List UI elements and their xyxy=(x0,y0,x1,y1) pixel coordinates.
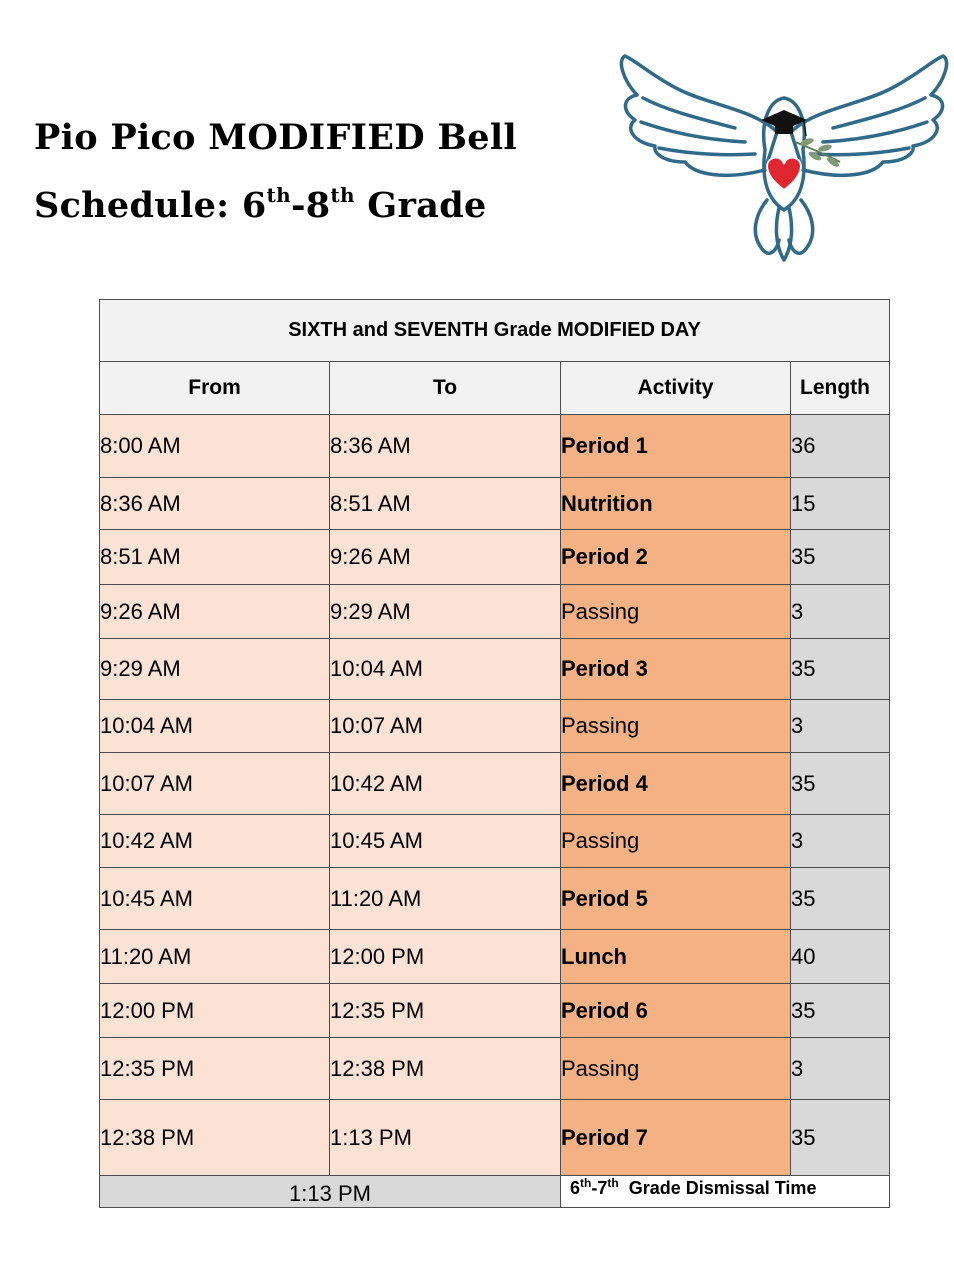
length-cell: 3 xyxy=(791,815,890,868)
to-time-cell: 10:04 AM xyxy=(330,639,561,700)
activity-cell: Passing xyxy=(561,1038,791,1100)
from-time-cell: 10:04 AM xyxy=(100,700,330,753)
table-row xyxy=(100,639,890,700)
to-time-cell: 10:07 AM xyxy=(330,700,561,753)
from-time-cell: 8:51 AM xyxy=(100,530,330,585)
to-time-cell: 11:20 AM xyxy=(330,868,561,930)
dismissal-row xyxy=(100,1176,890,1208)
column-header-length: Length xyxy=(791,362,890,415)
length-cell: 35 xyxy=(791,1100,890,1176)
activity-cell: Lunch xyxy=(561,930,791,984)
from-time-cell: 8:36 AM xyxy=(100,478,330,530)
to-time-cell: 9:29 AM xyxy=(330,585,561,639)
length-cell: 15 xyxy=(791,478,890,530)
page-title xyxy=(34,104,517,240)
table-row xyxy=(100,1100,890,1176)
schedule-table xyxy=(99,299,890,1208)
dove-graduation-cap-heart-icon xyxy=(615,50,953,265)
table-row xyxy=(100,815,890,868)
column-header-from: From xyxy=(100,362,330,415)
length-cell: 3 xyxy=(791,700,890,753)
from-time-cell: 9:29 AM xyxy=(100,639,330,700)
table-row xyxy=(100,984,890,1038)
to-time-cell: 8:36 AM xyxy=(330,415,561,478)
table-row xyxy=(100,868,890,930)
from-time-cell: 10:42 AM xyxy=(100,815,330,868)
to-time-cell: 9:26 AM xyxy=(330,530,561,585)
length-cell: 3 xyxy=(791,1038,890,1100)
activity-cell: Period 6 xyxy=(561,984,791,1038)
to-time-cell: 8:51 AM xyxy=(330,478,561,530)
length-cell: 35 xyxy=(791,639,890,700)
column-header-activity: Activity xyxy=(561,362,791,415)
to-time-cell: 10:45 AM xyxy=(330,815,561,868)
activity-cell: Period 5 xyxy=(561,868,791,930)
from-time-cell: 12:00 PM xyxy=(100,984,330,1038)
length-cell: 35 xyxy=(791,868,890,930)
title-line-2: Schedule: 6th-8th Grade xyxy=(34,183,487,226)
activity-cell: Passing xyxy=(561,585,791,639)
from-time-cell: 12:38 PM xyxy=(100,1100,330,1176)
table-row xyxy=(100,700,890,753)
activity-cell: Passing xyxy=(561,815,791,868)
dismissal-time: 1:13 PM xyxy=(100,1176,561,1208)
table-header-row xyxy=(100,362,890,415)
table-row xyxy=(100,1038,890,1100)
activity-cell: Period 7 xyxy=(561,1100,791,1176)
from-time-cell: 9:26 AM xyxy=(100,585,330,639)
from-time-cell: 11:20 AM xyxy=(100,930,330,984)
to-time-cell: 1:13 PM xyxy=(330,1100,561,1176)
activity-cell: Period 3 xyxy=(561,639,791,700)
table-row xyxy=(100,930,890,984)
dismissal-label: 6th-7th Grade Dismissal Time xyxy=(561,1176,890,1208)
activity-cell: Period 1 xyxy=(561,415,791,478)
activity-cell: Passing xyxy=(561,700,791,753)
schedule-caption: SIXTH and SEVENTH Grade MODIFIED DAY xyxy=(100,300,890,362)
length-cell: 35 xyxy=(791,530,890,585)
table-row xyxy=(100,530,890,585)
table-row xyxy=(100,415,890,478)
column-header-to: To xyxy=(330,362,561,415)
activity-cell: Period 4 xyxy=(561,753,791,815)
to-time-cell: 12:35 PM xyxy=(330,984,561,1038)
to-time-cell: 10:42 AM xyxy=(330,753,561,815)
activity-cell: Nutrition xyxy=(561,478,791,530)
from-time-cell: 10:07 AM xyxy=(100,753,330,815)
table-row xyxy=(100,753,890,815)
activity-cell: Period 2 xyxy=(561,530,791,585)
length-cell: 35 xyxy=(791,753,890,815)
from-time-cell: 12:35 PM xyxy=(100,1038,330,1100)
table-row xyxy=(100,585,890,639)
from-time-cell: 8:00 AM xyxy=(100,415,330,478)
length-cell: 36 xyxy=(791,415,890,478)
length-cell: 40 xyxy=(791,930,890,984)
length-cell: 3 xyxy=(791,585,890,639)
table-row xyxy=(100,478,890,530)
length-cell: 35 xyxy=(791,984,890,1038)
title-line-1: Pio Pico MODIFIED Bell xyxy=(34,117,518,158)
to-time-cell: 12:00 PM xyxy=(330,930,561,984)
from-time-cell: 10:45 AM xyxy=(100,868,330,930)
to-time-cell: 12:38 PM xyxy=(330,1038,561,1100)
